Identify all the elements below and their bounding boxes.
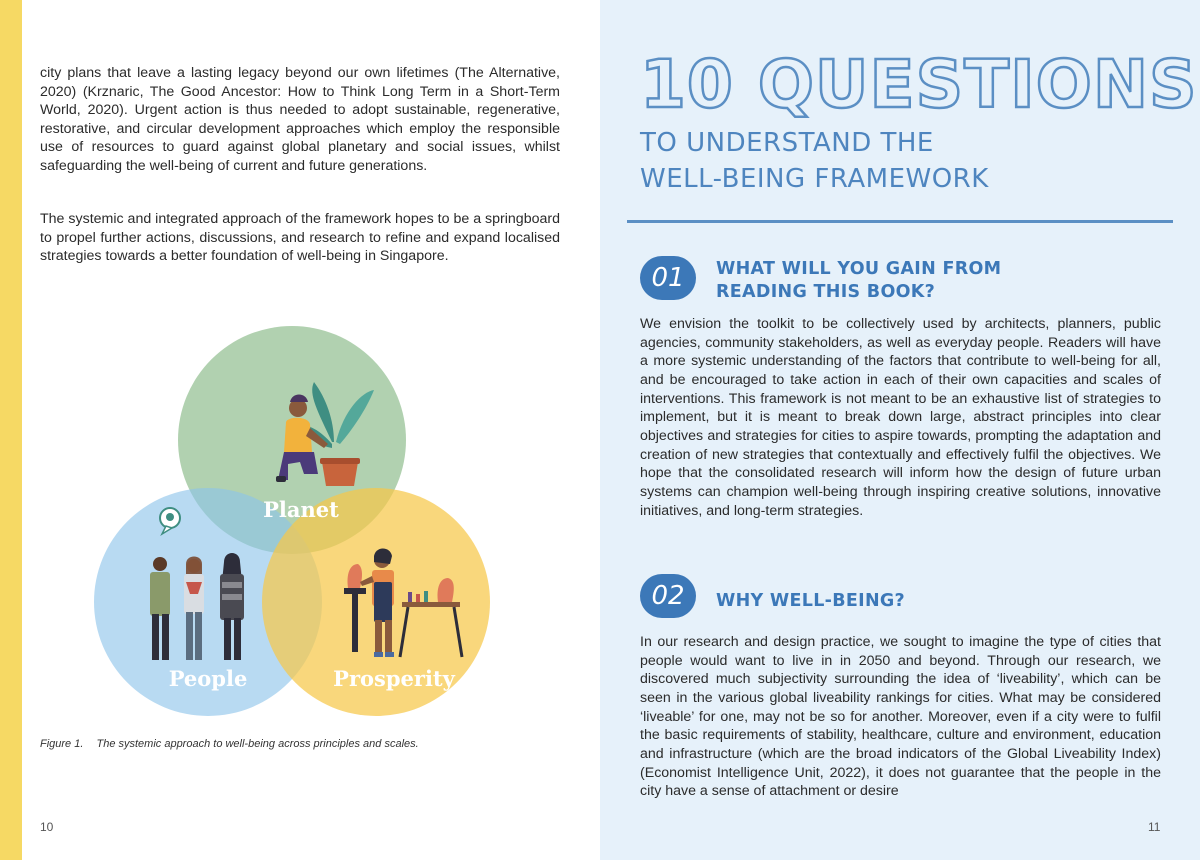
right-page	[600, 0, 1200, 860]
people-label: People	[168, 666, 248, 691]
wellbeing-venn-diagram	[82, 312, 502, 732]
question-heading-line-2: READING THIS BOOK?	[716, 282, 936, 302]
page-subtitle-line-2: WELL-BEING FRAMEWORK	[640, 164, 989, 194]
body-paragraph: The systemic and integrated approach of the framework hopes to be a springboard to propel further actions, discussions, and research to refine and expand localised strategies towards a better foundation of well-being in Singapore.	[40, 211, 560, 265]
title-divider	[627, 220, 1173, 223]
question-heading-line-1: WHAT WILL YOU GAIN FROM	[716, 259, 1002, 279]
body-paragraph: city plans that leave a lasting legacy beyond our own lifetimes (The Alternative, 2020) (Krznaric, The Good Ancestor: How to Think Long Term in a Short-Term World, 2020). Urgent action is thus needed to adopt sustainable, regenerative, restorative, and circular development approaches which employ the responsible use of resources to guard against global planetary and social issues, whilst safeguarding the well-being of current and future generations.	[40, 65, 560, 174]
prosperity-label: Prosperity	[333, 666, 455, 691]
yellow-edge-strip	[0, 0, 22, 860]
page-subtitle-line-1: TO UNDERSTAND THE	[640, 128, 934, 158]
figure-caption	[40, 738, 419, 750]
left-page	[22, 0, 600, 860]
question-number-badge: 02	[640, 574, 696, 618]
figure-caption-text: The systemic approach to well-being across principles and scales.	[96, 738, 419, 750]
question-number-badge: 01	[640, 256, 696, 300]
page-title: 10 QUESTIONS	[640, 46, 1198, 123]
question-answer: In our research and design practice, we sought to imagine the type of cities that people would want to live in in 2050 and beyond. Through our research, we discovered much subjectivity surrounding the idea of ‘liveability’, which can be seen in the various global liveability rankings for cities. What may be considered ‘liveable’ for one, may not be so for another. Moreover, even if a city were to fulfil the basic requirements of stability, healthcare, culture and environment, education and infrastructure (which are the broad indicators of the Global Liveability Index) (Economist Intelligence Unit, 2022), it does not guarantee that the people in the city have a sense of attachment or desire	[640, 634, 1161, 800]
question-heading	[716, 258, 1001, 304]
planet-label: Planet	[263, 497, 339, 522]
page-number: 11	[1148, 820, 1161, 834]
page-number: 10	[40, 820, 54, 834]
question-heading: WHY WELL-BEING?	[716, 591, 906, 611]
figure-number: Figure 1.	[40, 738, 84, 750]
question-answer: We envision the toolkit to be collectively used by architects, planners, public agencies, community stakeholders, as well as everyday people. Readers will have a more systemic understanding of the factors that contribute to well-being for all, and be encouraged to take action in each of their own capacities and scales of interventions. This framework is not meant to be an exhaustive list of strategies to implement, but it is meant to break down large, abstract principles into clear objectives and strategies for cities to aspire towards, prompting the adaptation and creation of new strategies that contextually and effectively fulfil the objectives. We hope that the consolidated research will inform how the design of future urban systems can champion well-being through inspiring creative solutions, innovative initiatives, and long-term strategies.	[640, 316, 1161, 519]
